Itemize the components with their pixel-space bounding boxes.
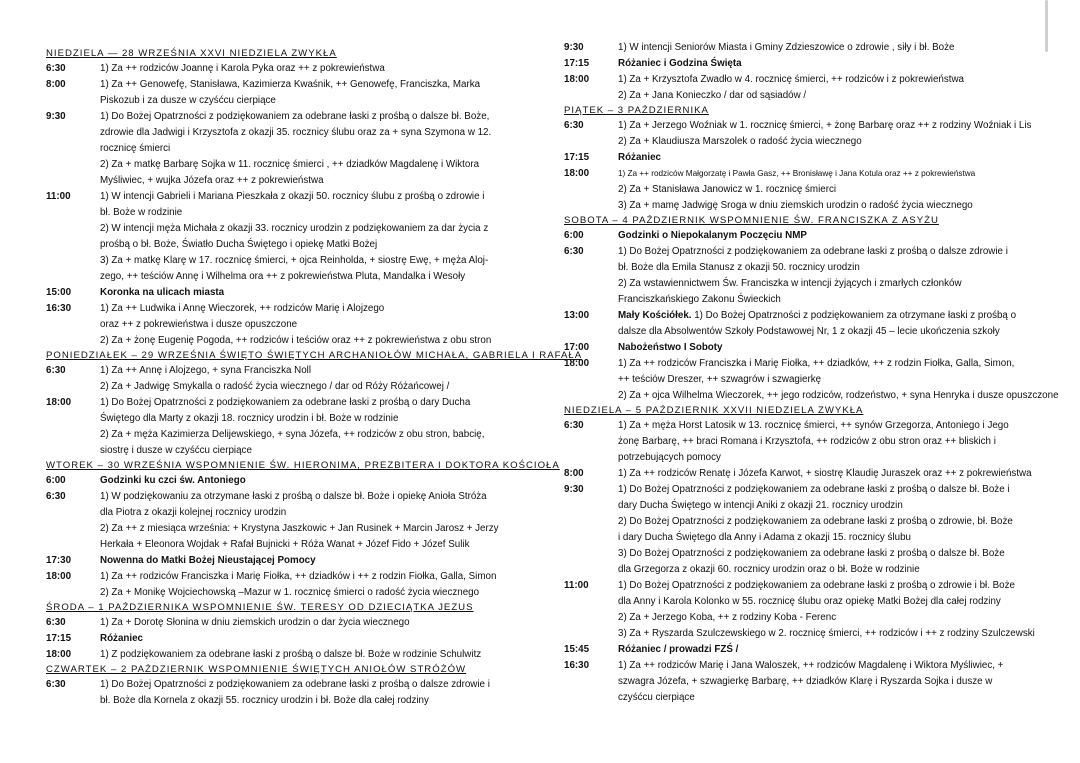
mass-time: 6:30 bbox=[46, 679, 66, 690]
intention-line: 1) Za ++ rodziców Franciszka i Marię Fiołka, ++ dziadków i ++ z rodzin Fiołka, Galla, Simon bbox=[100, 571, 497, 582]
mass-time: 18:00 bbox=[564, 74, 590, 85]
intention-text bbox=[618, 166, 1042, 214]
intention-line: 2) Za + Jadwigę Smykalla o radość życia wiecznego / dar od Róży Różańcowej / bbox=[100, 381, 450, 392]
intention-line: 1) Za ++ Genowefę, Stanisława, Kazimierza Kwaśnik, ++ Genowefę, Franciszka, Marka bbox=[100, 79, 481, 90]
intention-line: 1) W intencji Seniorów Miasta i Gminy Zdzieszowice o zdrowie , siły i bł. Boże bbox=[618, 42, 955, 53]
intention-text bbox=[100, 363, 520, 395]
mass-time: 17:15 bbox=[46, 633, 72, 644]
intention-line: 2) Za + Jerzego Koba, ++ z rodziny Koba - Ferenc bbox=[618, 612, 837, 623]
mass-entry bbox=[564, 482, 1042, 578]
intention-line: dla Piotra z okazji kolejnej rocznicy urodzin bbox=[100, 507, 287, 518]
mass-time: 18:00 bbox=[46, 397, 72, 408]
intention-line: 2) Za + Stanisława Janowicz w 1. rocznicę śmierci bbox=[618, 184, 837, 195]
intention-text bbox=[618, 466, 1042, 482]
mass-entry bbox=[564, 658, 1042, 706]
intention-text bbox=[100, 631, 520, 647]
intention-lead: Mały Kościółek. bbox=[618, 310, 692, 321]
mass-entry bbox=[46, 489, 520, 553]
intention-line: 1) Za + męża Horst Latosik w 13. rocznicę śmierci, ++ synów Grzegorza, Antoniego i Jego bbox=[618, 420, 1009, 431]
intention-rest: 1) Do Bożej Opatrzności z podziękowaniem za otrzymane łaski z prośbą o bbox=[691, 310, 1017, 321]
mass-time: 16:30 bbox=[46, 303, 72, 314]
intention-line: 1) Za + Krzysztofa Zwadło w 4. rocznicę śmierci, ++ rodziców i z pokrewieństwa bbox=[618, 74, 965, 85]
day-heading: ŚRODA – 1 PAŹDZIERNIKA WSPOMNIENIE ŚW. TERESY OD DZIECIĄTKA JEZUS bbox=[46, 602, 474, 613]
mass-entry bbox=[46, 61, 520, 77]
intention-text bbox=[100, 473, 520, 489]
mass-entry bbox=[46, 77, 520, 109]
intention-line: Godzinki o Niepokalanym Poczęciu NMP bbox=[618, 230, 807, 241]
intention-line: Różaniec bbox=[618, 152, 662, 163]
intention-line: 2) Za + matkę Barbarę Sojka w 11. rocznicę śmierci , ++ dziadków Magdalenę i Wiktora bbox=[100, 159, 480, 170]
intention-line: 2) Za + Jana Konieczko / dar od sąsiadów / bbox=[618, 90, 807, 101]
intention-line: 2) Za + Klaudiusza Marszolek o radość życia wiecznego bbox=[618, 136, 862, 147]
intention-line: 2) Za + ojca Wilhelma Wieczorek, ++ jego rodziców, rodzeństwo, + syna Henryka i dusze opuszczone bbox=[618, 390, 1059, 401]
mass-time: 18:00 bbox=[46, 649, 72, 660]
intention-text bbox=[100, 569, 520, 601]
intention-line: 1) Do Bożej Opatrzności z podziękowaniem za odebrane łaski z prośbą o dalsze bł. Boże i bbox=[618, 484, 1010, 495]
intention-line: Piskozub i za dusze w czyśćcu cierpiące bbox=[100, 95, 276, 106]
intention-line: 1) Do Bożej Opatrzności z podziękowaniem za odebrane łaski z prośbą o dalsze zdrowie i bbox=[618, 246, 1008, 257]
mass-entry bbox=[46, 569, 520, 601]
intention-line: 3) Za + mamę Jadwigę Sroga w dniu ziemskich urodzin o radość życia wiecznego bbox=[618, 200, 973, 211]
mass-entry bbox=[46, 647, 520, 663]
mass-entry bbox=[564, 340, 1042, 356]
intention-line: 2) Za + męża Kazimierza Delijewskiego, + syna Józefa, ++ rodziców z obu stron, babcię, bbox=[100, 429, 485, 440]
mass-entry bbox=[564, 166, 1042, 214]
mass-time: 11:00 bbox=[46, 191, 71, 202]
intention-line: 1) Do Bożej Opatrzności z podziękowaniem za odebrane łaski z prośbą o dalsze bł. Boże, bbox=[100, 111, 490, 122]
mass-time: 18:00 bbox=[564, 168, 590, 179]
mass-time: 15:45 bbox=[564, 644, 590, 655]
mass-entry bbox=[46, 301, 520, 349]
intention-line: Koronka na ulicach miasta bbox=[100, 287, 225, 298]
day-heading: CZWARTEK – 2 PAŹDZIERNIK WSPOMNIENIE ŚWIĘTYCH ANIOŁÓW STRÓŻÓW bbox=[46, 664, 467, 675]
mass-time: 16:30 bbox=[564, 660, 590, 671]
mass-time: 6:30 bbox=[46, 617, 66, 628]
intention-line: bł. Boże dla Kornela z okazji 55. rocznicy urodzin i bł. Boże dla całej rodziny bbox=[100, 695, 429, 706]
mass-time: 6:30 bbox=[564, 420, 584, 431]
intention-line: bł. Boże w rodzinie bbox=[100, 207, 183, 218]
intention-text bbox=[618, 356, 1059, 404]
mass-time: 15:00 bbox=[46, 287, 72, 298]
mass-entry bbox=[46, 677, 520, 709]
mass-entry bbox=[46, 631, 520, 647]
mass-time: 6:00 bbox=[46, 475, 66, 486]
mass-entry bbox=[564, 418, 1042, 466]
intention-line: Różaniec i Godzina Święta bbox=[618, 58, 742, 69]
intention-text bbox=[100, 647, 520, 663]
intention-line: bł. Boże dla Emila Stanusz z okazji 50. rocznicy urodzin bbox=[618, 262, 860, 273]
intention-line: 3) Za + Ryszarda Szulczewskiego w 2. rocznicę śmierci, ++ rodziców i ++ z rodziny Szulczewski bbox=[618, 628, 1035, 639]
mass-entry bbox=[46, 553, 520, 569]
mass-time: 17:30 bbox=[46, 555, 72, 566]
intention-line: 2) Do Bożej Opatrzności z podziękowaniem za odebrane łaski z prośbą o zdrowie, bł. Boże bbox=[618, 516, 1013, 527]
intention-text bbox=[618, 418, 1042, 466]
intention-line: 1) Za ++ Annę i Alojzego, + syna Franciszka Noll bbox=[100, 365, 312, 376]
mass-entry bbox=[564, 118, 1042, 150]
mass-time: 18:00 bbox=[564, 358, 590, 369]
mass-entry bbox=[564, 356, 1059, 404]
mass-time: 17:00 bbox=[564, 342, 590, 353]
mass-time: 8:00 bbox=[46, 79, 66, 90]
mass-time: 6:00 bbox=[564, 230, 584, 241]
mass-time: 6:30 bbox=[564, 246, 584, 257]
intention-text bbox=[618, 482, 1042, 578]
intention-line: Różaniec bbox=[100, 633, 144, 644]
mass-time: 17:15 bbox=[564, 58, 590, 69]
right-column bbox=[564, 40, 1059, 706]
intention-line: Franciszkańskiego Zakonu Świeckich bbox=[618, 294, 781, 305]
intention-line: rocznicę śmierci bbox=[100, 143, 171, 154]
mass-time: 13:00 bbox=[564, 310, 590, 321]
intention-line: dalsze dla Absolwentów Szkoły Podstawowej Nr, 1 z okazji 45 – lecie ukończenia szkoły bbox=[618, 326, 1000, 337]
intention-line: dary Ducha Świętego w intencji Aniki z okazji 21. rocznicy urodzin bbox=[618, 500, 903, 511]
intention-line: i dary Ducha Świętego dla Anny i Adama z okazji 15. rocznicy ślubu bbox=[618, 532, 911, 543]
intention-line: ++ teściów Dreszer, ++ szwagrów i szwagierkę bbox=[618, 374, 822, 385]
intention-line: 1) Za ++ rodziców Joannę i Karola Pyka oraz ++ z pokrewieństwa bbox=[100, 63, 385, 74]
intention-text bbox=[618, 150, 1042, 166]
intention-line: zdrowie dla Jadwigi i Krzysztofa z okazji 35. rocznicy ślubu oraz za + syna Szymona w 12. bbox=[100, 127, 492, 138]
intention-line: 1) Do Bożej Opatrzności z podziękowaniem za odebrane łaski z prośbą o dary Ducha bbox=[100, 397, 471, 408]
intention-line: czyśćcu cierpiące bbox=[618, 692, 695, 703]
intention-text bbox=[618, 578, 1042, 642]
intention-text bbox=[618, 308, 1042, 340]
intention-line: 2) W intencji męża Michała z okazji 33. rocznicy urodzin z podziękowaniem za dar życia z bbox=[100, 223, 489, 234]
intention-line: dla Anny i Karola Kolonko w 55. rocznicę ślubu oraz opiekę Matki Bożej dla całej rodziny bbox=[618, 596, 1001, 607]
intention-text bbox=[100, 677, 520, 709]
vertical-scrollbar[interactable] bbox=[1045, 0, 1048, 52]
intention-text bbox=[100, 489, 520, 553]
intention-line bbox=[618, 308, 1042, 324]
intention-line: potrzebujących pomocy bbox=[618, 452, 721, 463]
mass-time: 9:30 bbox=[564, 42, 584, 53]
intention-text bbox=[618, 40, 1042, 56]
intention-text bbox=[618, 56, 1042, 72]
intention-line: 2) Za + Monikę Wojciechowską –Mazur w 1. rocznicę śmierci o radość życia wiecznego bbox=[100, 587, 480, 598]
mass-time: 6:30 bbox=[564, 120, 584, 131]
day-heading: WTOREK – 30 WRZEŚNIA WSPOMNIENIE ŚW. HIERONIMA, PREZBITERA I DOKTORA KOŚCIOŁA bbox=[46, 460, 560, 471]
intention-text bbox=[618, 340, 1042, 356]
intention-line: szwagra Józefa, + szwagierkę Barbarę, ++ dziadków Klarę i Ryszarda Sojka i dusze w bbox=[618, 676, 993, 687]
mass-entry bbox=[46, 473, 520, 489]
mass-entry bbox=[46, 395, 520, 459]
mass-entry bbox=[564, 244, 1042, 308]
intention-line: Świętego dla Marty z okazji 18. rocznicy urodzin i bł. Boże w rodzinie bbox=[100, 413, 399, 424]
mass-entry bbox=[564, 72, 1042, 104]
intention-line: 1) Za ++ rodziców Małgorzatę i Pawła Gasz, ++ Bronisławę i Jana Kotula oraz ++ z pokrewieństwa bbox=[618, 169, 976, 178]
intention-text bbox=[100, 285, 520, 301]
intention-line: 3) Do Bożej Opatrzności z podziękowaniem za odebrane łaski z prośbą o dalsze bł. Boże bbox=[618, 548, 1005, 559]
day-heading: NIEDZIELA – 5 PAŹDZIERNIK XXVII NIEDZIELA ZWYKŁA bbox=[564, 405, 864, 416]
intention-text bbox=[100, 395, 520, 459]
mass-entry bbox=[564, 150, 1042, 166]
mass-entry bbox=[46, 285, 520, 301]
intention-line: 1) Za + Dorotę Słonina w dniu ziemskich urodzin o dar życia wiecznego bbox=[100, 617, 410, 628]
intention-line: zego, ++ teściów Annę i Wilhelma ora ++ z pokrewieństwa Pluta, Mandalka i Wesoły bbox=[100, 271, 466, 282]
mass-entry bbox=[46, 363, 520, 395]
mass-time: 8:00 bbox=[564, 468, 584, 479]
mass-entry bbox=[564, 642, 1042, 658]
intention-line: 1) Do Bożej Opatrzności z podziękowaniem za odebrane łaski z prośbą o dalsze zdrowie i bbox=[100, 679, 490, 690]
intention-line: 1) W podziękowaniu za otrzymane łaski z prośbą o dalsze bł. Boże i opiekę Anioła Stróża bbox=[100, 491, 487, 502]
mass-entry bbox=[564, 56, 1042, 72]
intention-line: siostrę i dusze w czyśćcu cierpiące bbox=[100, 445, 252, 456]
intention-line: prośbą o bł. Boże, Światło Ducha Świętego i opiekę Matki Bożej bbox=[100, 239, 378, 250]
intention-text bbox=[100, 615, 520, 631]
intention-line: Nowenna do Matki Bożej Nieustającej Pomocy bbox=[100, 555, 316, 566]
mass-entry bbox=[564, 228, 1042, 244]
mass-entry bbox=[564, 40, 1042, 56]
intention-line: 1) Z podziękowaniem za odebrane łaski z prośbą o dalsze bł. Boże w rodzinie Schulwitz bbox=[100, 649, 482, 660]
intention-line: Nabożeństwo I Soboty bbox=[618, 342, 723, 353]
intention-text bbox=[100, 553, 520, 569]
mass-time: 6:30 bbox=[46, 365, 66, 376]
intention-text bbox=[618, 658, 1042, 706]
intention-line: oraz ++ z pokrewieństwa i dusze opuszczone bbox=[100, 319, 298, 330]
mass-time: 17:15 bbox=[564, 152, 590, 163]
intention-line: 2) Za ++ z miesiąca września: + Krystyna Jaszkowic + Jan Rusinek + Marcin Jarosz + Jerzy bbox=[100, 523, 499, 534]
intention-text bbox=[618, 118, 1042, 150]
mass-time: 6:30 bbox=[46, 63, 66, 74]
mass-time: 9:30 bbox=[46, 111, 66, 122]
intention-text bbox=[100, 61, 520, 77]
mass-time: 18:00 bbox=[46, 571, 72, 582]
intention-line: 1) Za ++ rodziców Renatę i Józefa Karwot, + siostrę Klaudię Juraszek oraz ++ z pokrewieństwa bbox=[618, 468, 1032, 479]
intention-text bbox=[618, 642, 1042, 658]
intention-line: Różaniec / prowadzi FZŚ / bbox=[618, 644, 739, 655]
day-heading: SOBOTA – 4 PAŹDZIERNIK WSPOMNIENIE ŚW. FRANCISZKA Z ASYŻU bbox=[564, 215, 939, 226]
intention-line: 1) Za ++ rodziców Marię i Jana Waloszek, ++ rodziców Magdalenę i Wiktora Myśliwiec, + bbox=[618, 660, 1004, 671]
intention-line: 2) Za wstawiennictwem Św. Franciszka w intencji żyjących i zmarłych członków bbox=[618, 278, 962, 289]
intention-text bbox=[100, 189, 520, 285]
day-heading: PONIEDZIAŁEK – 29 WRZEŚNIA ŚWIĘTO ŚWIĘTYCH ARCHANIOŁÓW MICHAŁA, GABRIELA I RAFAŁA bbox=[46, 350, 583, 361]
mass-entry bbox=[564, 466, 1042, 482]
intention-text bbox=[100, 109, 520, 189]
intention-line: 1) Do Bożej Opatrzności z podziękowaniem za odebrane łaski z prośbą o zdrowie i bł. Boże bbox=[618, 580, 1015, 591]
intention-line: 1) Za + Jerzego Woźniak w 1. rocznicę śmierci, + żonę Barbarę oraz ++ z rodziny Woźniak i Lis bbox=[618, 120, 1032, 131]
intention-line: żonę Barbarę, ++ braci Romana i Krzysztofa, ++ rodziców z obu stron oraz ++ bliskich i bbox=[618, 436, 996, 447]
mass-entry bbox=[564, 308, 1042, 340]
intention-line: 1) W intencji Gabrieli i Mariana Pieszkała z okazji 50. rocznicy ślubu z prośbą o zdrowie i bbox=[100, 191, 485, 202]
intention-line: Myśliwiec, + wujka Józefa oraz ++ z pokrewieństwa bbox=[100, 175, 324, 186]
mass-entry bbox=[46, 615, 520, 631]
intention-line: 1) Za ++ rodziców Franciszka i Marię Fiołka, ++ dziadków, ++ z rodzin Fiołka, Galla, Simon, bbox=[618, 358, 1015, 369]
intention-text bbox=[100, 301, 520, 349]
intention-line: Godzinki ku czci św. Antoniego bbox=[100, 475, 246, 486]
intention-line: Herkała + Eleonora Wojdak + Rafał Bujnicki + Róża Wanat + Józef Fido + Józef Sulik bbox=[100, 539, 470, 550]
mass-time: 6:30 bbox=[46, 491, 66, 502]
mass-entry bbox=[564, 578, 1042, 642]
intention-text bbox=[618, 72, 1042, 104]
day-heading: NIEDZIELA — 28 WRZEŚNIA XXVI NIEDZIELA ZWYKŁA bbox=[46, 48, 337, 59]
intention-text bbox=[618, 244, 1042, 308]
intention-text bbox=[618, 228, 1042, 244]
day-heading: PIĄTEK – 3 PAŹDZIERNIKA bbox=[564, 105, 709, 116]
intention-text bbox=[100, 77, 520, 109]
mass-entry bbox=[46, 189, 520, 285]
intention-line: dla Grzegorza z okazji 60. rocznicy urodzin oraz o bł. Boże w rodzinie bbox=[618, 564, 920, 575]
mass-time: 9:30 bbox=[564, 484, 584, 495]
mass-time: 11:00 bbox=[564, 580, 589, 591]
intention-line: 3) Za + matkę Klarę w 17. rocznicę śmierci, + ojca Reinholda, + siostrę Ewę, + męża Aloj- bbox=[100, 255, 489, 266]
intention-line: 1) Za ++ Ludwika i Annę Wieczorek, ++ rodziców Marię i Alojzego bbox=[100, 303, 385, 314]
intention-line: 2) Za + żonę Eugenię Pogoda, ++ rodziców i teściów oraz ++ z pokrewieństwa z obu stron bbox=[100, 335, 492, 346]
mass-entry bbox=[46, 109, 520, 189]
